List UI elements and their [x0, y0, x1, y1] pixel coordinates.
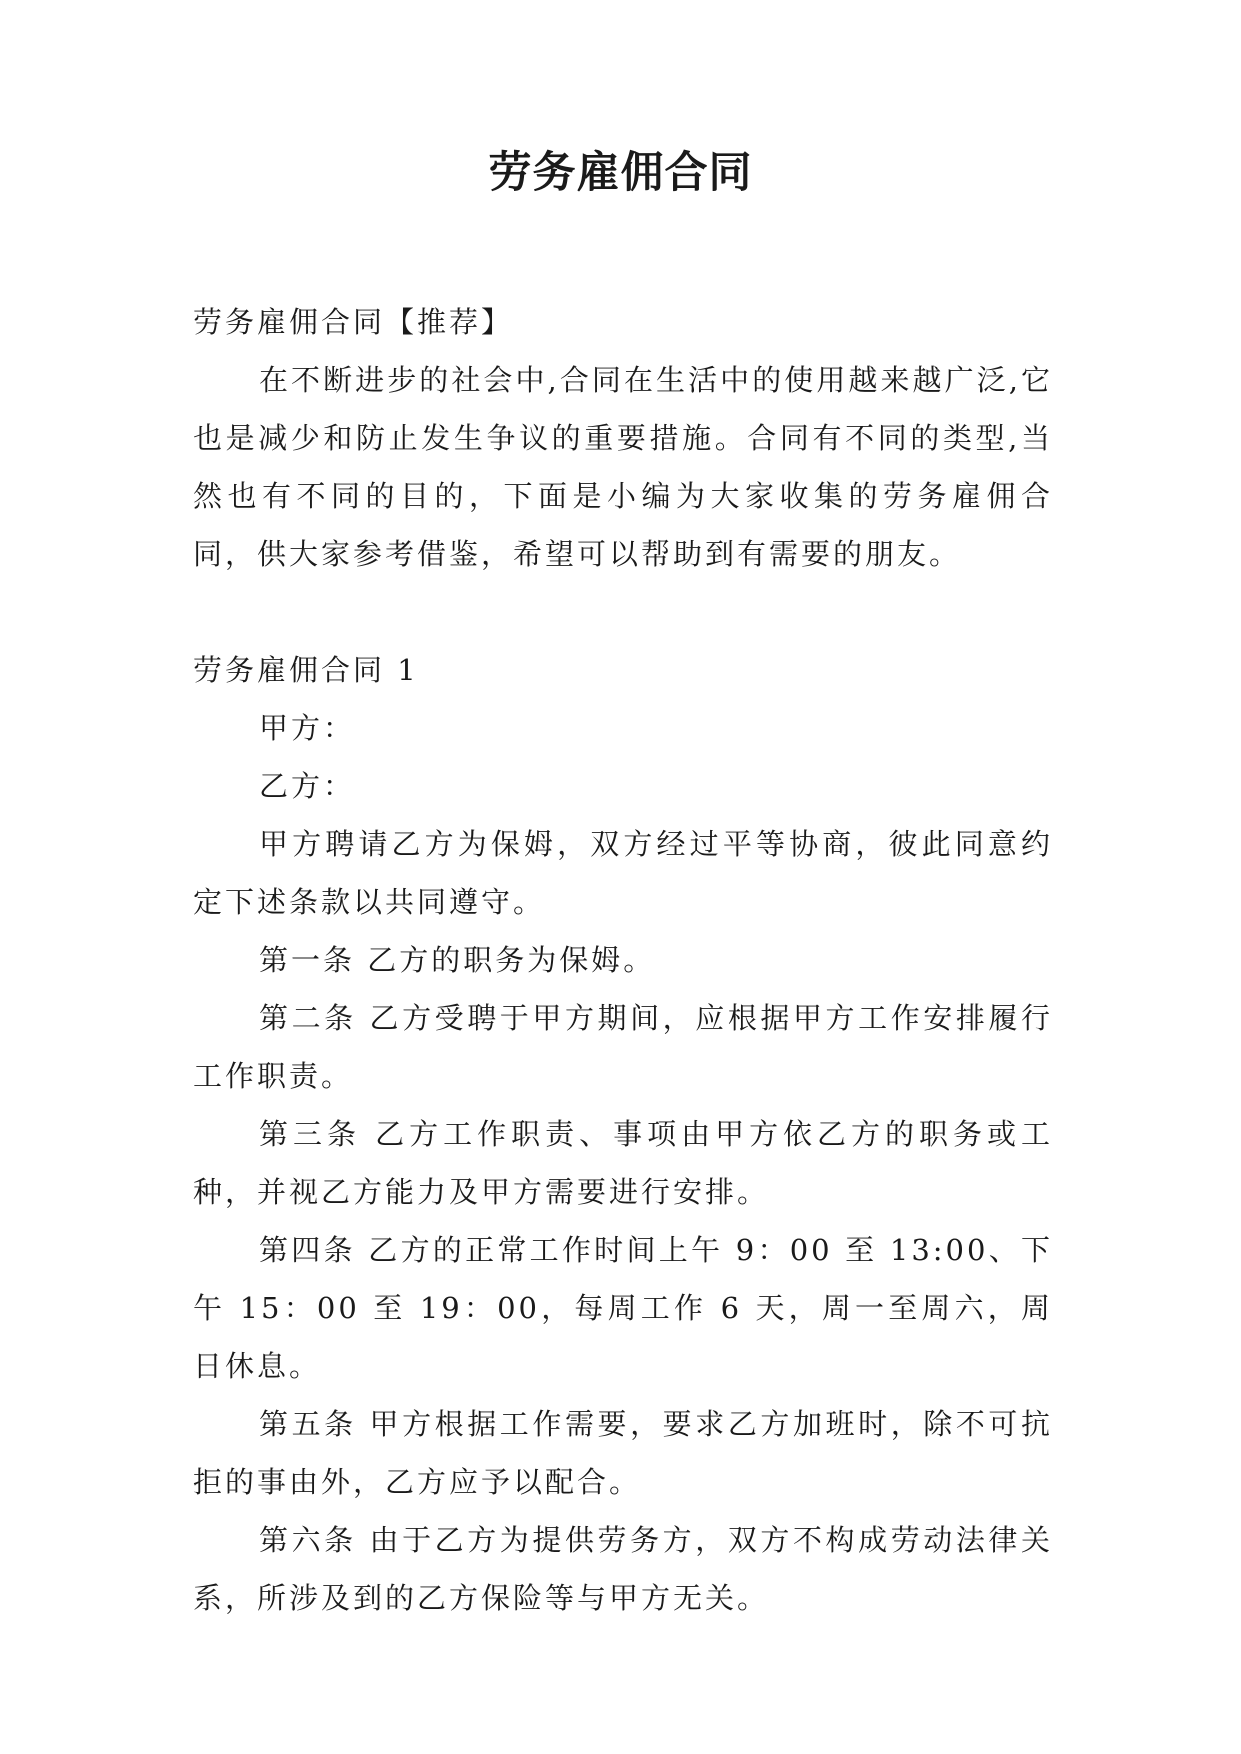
document-title: 劳务雇佣合同 — [488, 148, 753, 198]
article-1: 第一条 乙方的职务为保姆。 — [259, 943, 656, 977]
section-heading: 劳务雇佣合同 1 — [193, 653, 419, 687]
article-2: 第二条 乙方受聘于甲方期间，应根据甲方工作安排履行工作职责。 — [193, 1001, 1053, 1093]
party-a-label: 甲方： — [259, 711, 356, 745]
party-b-label: 乙方： — [259, 769, 356, 803]
article-4: 第四条 乙方的正常工作时间上午 9：00 至 13:00、下午 15：00 至 19：00，每周工作 6 天，周一至周六，周日休息。 — [193, 1233, 1053, 1383]
article-6: 第六条 由于乙方为提供劳务方，双方不构成劳动法律关系，所涉及到的乙方保险等与甲方无关。 — [193, 1523, 1053, 1615]
document-body — [193, 293, 1053, 1627]
intro-paragraph: 在不断进步的社会中,合同在生活中的使用越来越广泛,它也是减少和防止发生争议的重要措施。合同有不同的类型,当然也有不同的目的，下面是小编为大家收集的劳务雇佣合同，供大家参考借鉴，希望可以帮助到有需要的朋友。 — [193, 363, 1053, 571]
article-3: 第三条 乙方工作职责、事项由甲方依乙方的职务或工种，并视乙方能力及甲方需要进行安排。 — [193, 1117, 1053, 1209]
document-subtitle: 劳务雇佣合同【推荐】 — [193, 305, 514, 339]
preamble-paragraph: 甲方聘请乙方为保姆，双方经过平等协商，彼此同意约定下述条款以共同遵守。 — [193, 827, 1053, 919]
article-5: 第五条 甲方根据工作需要，要求乙方加班时，除不可抗拒的事由外，乙方应予以配合。 — [193, 1407, 1053, 1499]
